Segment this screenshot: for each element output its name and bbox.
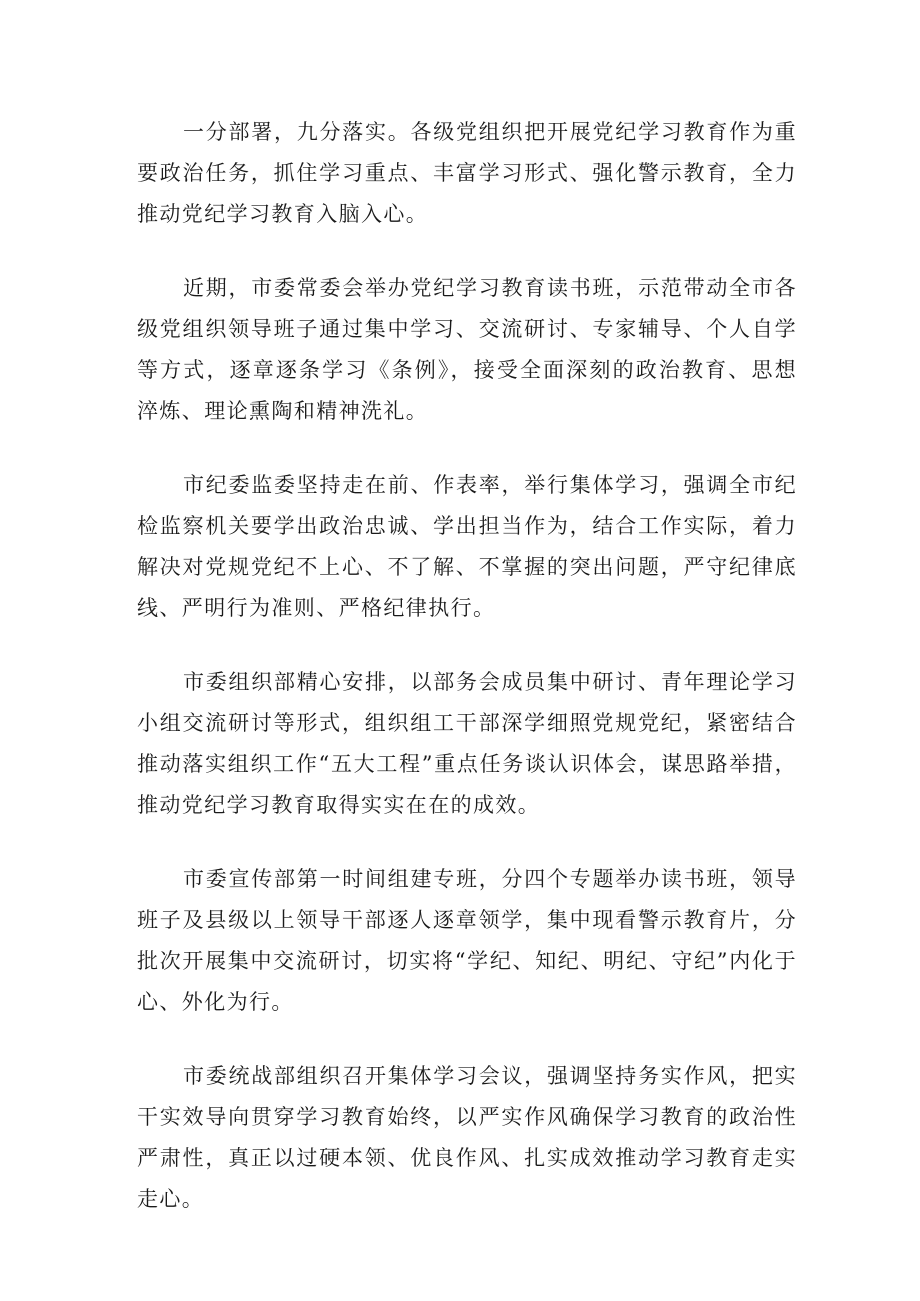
paragraph-1: 一分部署，九分落实。各级党组织把开展党纪学习教育作为重要政治任务，抓住学习重点、丰富学习形式、强化警示教育，全力推动党纪学习教育入脑入心。 xyxy=(137,120,797,226)
paragraph-4: 市委组织部精心安排，以部务会成员集中研讨、青年理论学习小组交流研讨等形式，组织组工干部深学细照党规党纪，紧密结合推动落实组织工作“五大工程”重点任务谈认识体会，谋思路举措，推动党纪学习教育取得实实在在的成效。 xyxy=(137,670,797,817)
paragraph-3: 市纪委监委坚持走在前、作表率，举行集体学习，强调全市纪检监察机关要学出政治忠诚、学出担当作为，结合工作实际，着力解决对党规党纪不上心、不了解、不掌握的突出问题，严守纪律底线、严明行为准则、严格纪律执行。 xyxy=(137,473,797,620)
paragraph-6: 市委统战部组织召开集体学习会议，强调坚持务实作风，把实干实效导向贯穿学习教育始终，以严实作风确保学习教育的政治性严肃性，真正以过硬本领、优良作风、扎实成效推动学习教育走实走心。 xyxy=(137,1064,797,1211)
paragraph-5: 市委宣传部第一时间组建专班，分四个专题举办读书班，领导班子及县级以上领导干部逐人逐章领学，集中现看警示教育片，分批次开展集中交流研讨，切实将“学纪、知纪、明纪、守纪”内化于心、外化为行。 xyxy=(137,867,797,1014)
paragraph-2: 近期，市委常委会举办党纪学习教育读书班，示范带动全市各级党组织领导班子通过集中学习、交流研讨、专家辅导、个人自学等方式，逐章逐条学习《条例》，接受全面深刻的政治教育、思想淬炼、理论熏陶和精神洗礼。 xyxy=(137,276,797,423)
document-body xyxy=(137,112,797,1253)
